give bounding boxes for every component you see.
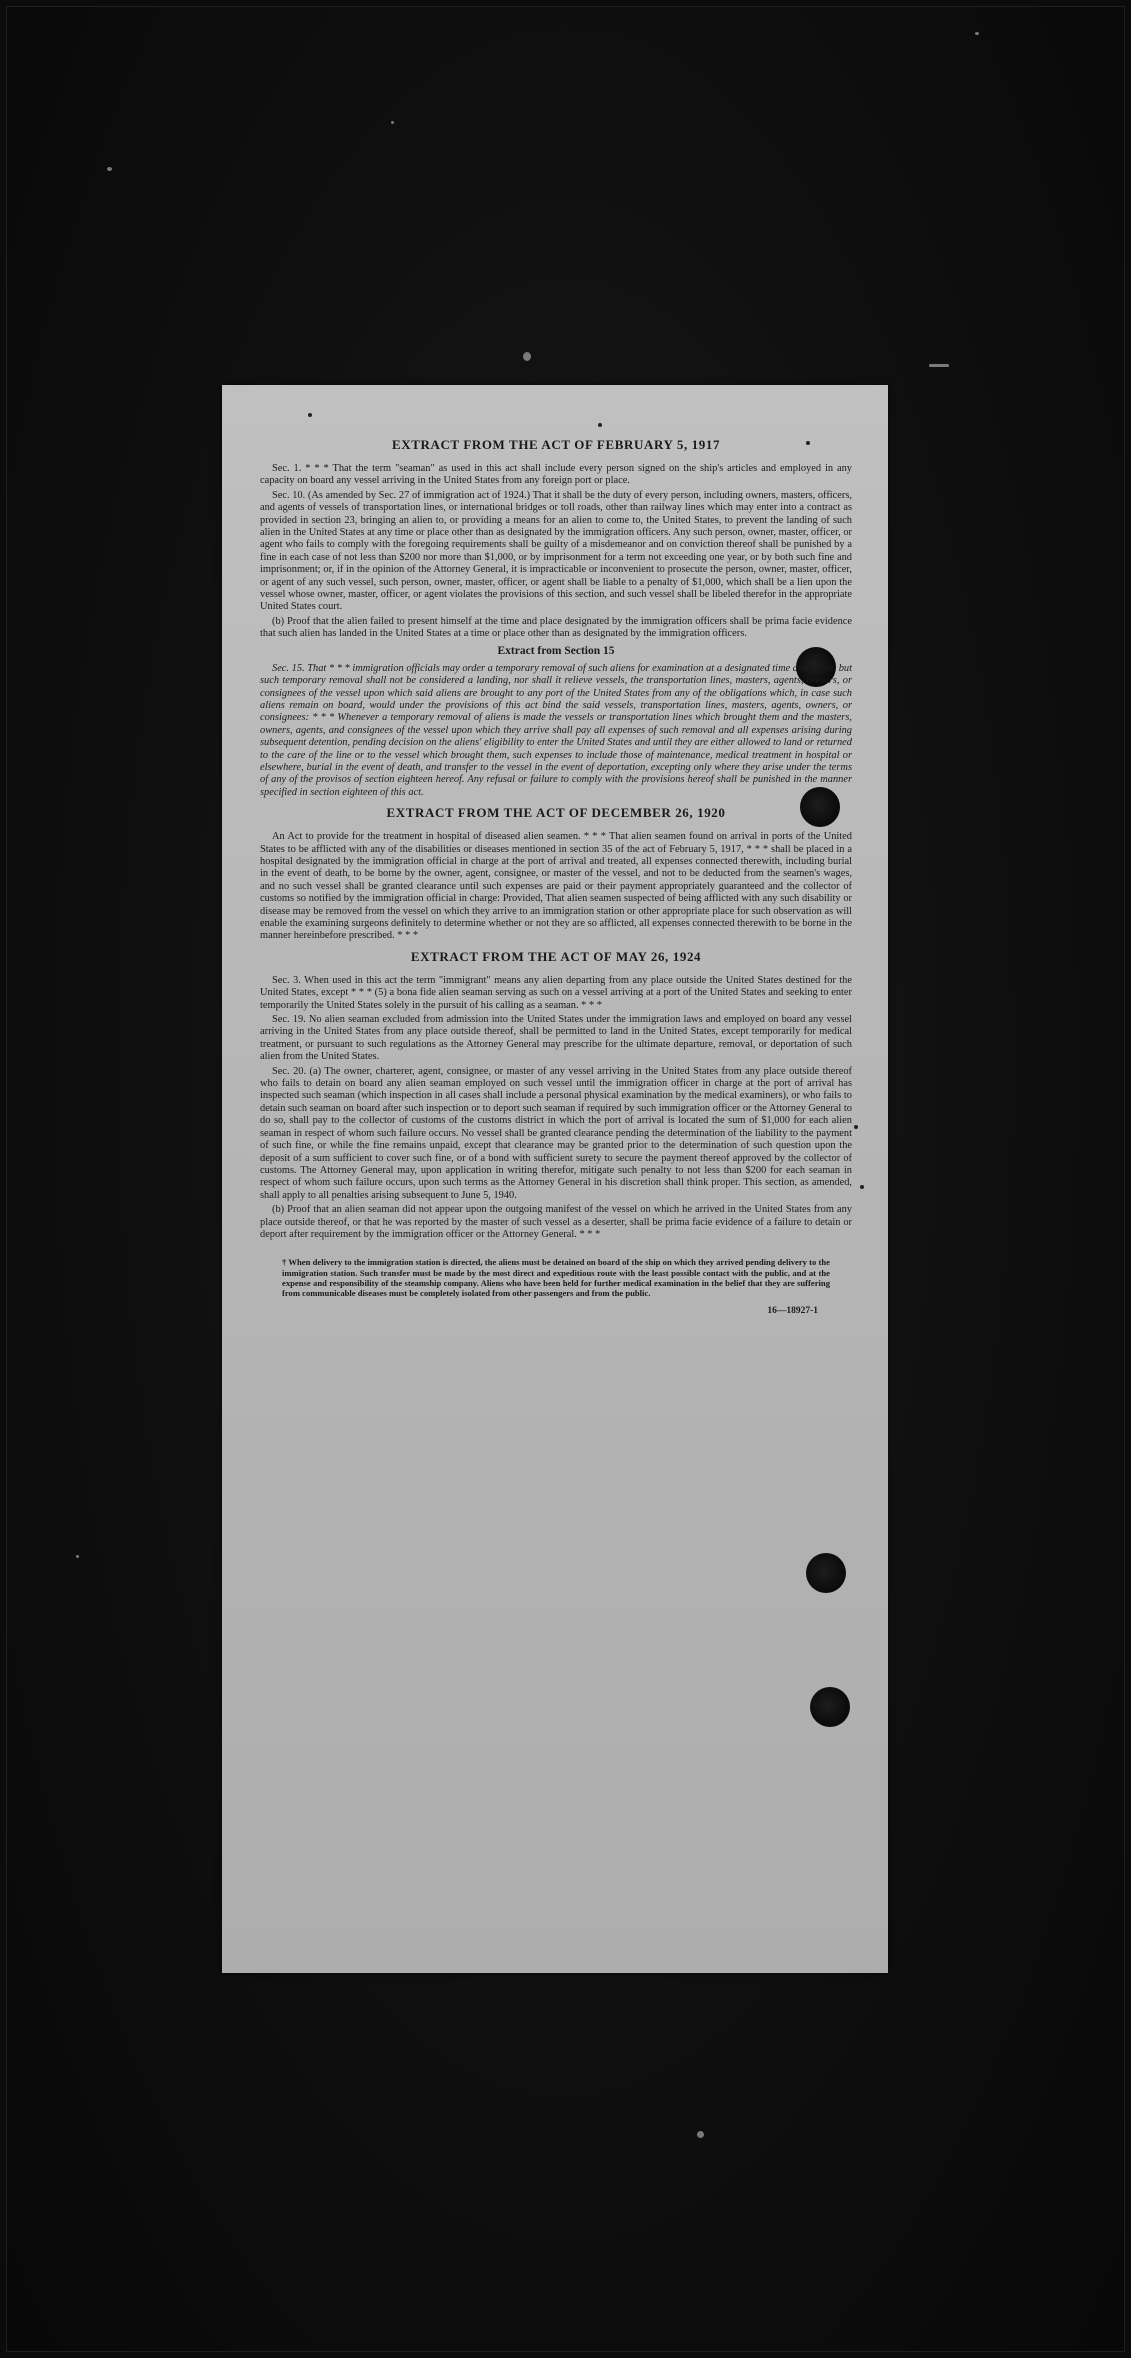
paragraph-1917-sec1: Sec. 1. * * * That the term "seaman" as used in this act shall include every person signed on the ship's articles and employed in any capacity on board any vessel arriving in the United States from any foreign port or place.: [260, 463, 852, 487]
binder-hole: [806, 1553, 846, 1593]
paragraph-1924-sec20: Sec. 20. (a) The owner, charterer, agent, consignee, or master of any vessel arriving in the United States from any place outside thereof who fails to detain on board any alien seaman employed on such vessel until the immigration officer in charge at the port of arrival has inspected such seaman (which inspection in all cases shall include a personal physical examination by the medical examiners), or who fails to detain such seaman on board after such inspection or to deport such seaman if required by such immigration officer or the Attorney General to do so, shall pay to the collector of customs of the customs district in which the port of arrival is located the sum of $1,000 for each alien seaman in respect of whom such failure occurs. No vessel shall be granted clearance pending the determination of the liability to the payment of such fine, or while the fine remains unpaid, except that clearance may be granted prior to the determination of such question upon the deposit of a sum sufficient to cover such fine, or of a bond with sufficient surety to secure the payment thereof approved by the collector of customs. The Attorney General may, upon application in writing therefor, mitigate such penalty to not less than $200 for each seaman in respect of whom such failure occurs, upon such terms as the Attorney General in his discretion shall think proper. This section, as amended, shall apply to all penalties arising subsequent to June 5, 1940.: [260, 1065, 852, 1201]
paper-mark: [598, 423, 602, 427]
paragraph-1924-sec19: Sec. 19. No alien seaman excluded from admission into the United States under the immigration laws and employed on board any vessel arriving in the United States from any place outside thereof, shall be permitted to land in the United States, except temporarily for medical treatment, or pursuant to such regulations as the Attorney General may prescribe for the ultimate departure, removal, or deportation of such alien from the United States.: [260, 1014, 852, 1063]
dust-speck: [975, 32, 979, 35]
paragraph-1920: An Act to provide for the treatment in hospital of diseased alien seamen. * * * That alien seamen found on arrival in ports of the United States to be afflicted with any of the disabilities or diseases mentioned in section 35 of the act of February 5, 1917, * * * shall be placed in a hospital designated by the immigration official in charge at the port of arrival and treated, all expenses connected therewith, including burial in the event of death, to be borne by the owner, agent, consignee, or master of the vessel, and not to be deducted from the seamen's wages, and no such vessel shall be granted clearance until such expenses are paid or their payment appropriately guaranteed and the collector of customs so notified by the immigration official in charge: Provided, That alien seamen suspected of being afflicted with any such disability or disease may be removed from the vessel on which they arrive to an immigration station or other appropriate place for such observation as will enable the examining surgeons definitely to determine whether or not they are so afflicted, all expenses connected therewith to be borne in the manner hereinbefore prescribed. * * *: [260, 831, 852, 942]
paragraph-1924-sec3: Sec. 3. When used in this act the term "immigrant" means any alien departing from any place outside the United States destined for the United States, except * * * (5) a bona fide alien seaman serving as such on a vessel arriving at a port of the United States and seeking to enter temporarily the United States solely in the pursuit of his calling as a seaman. * * *: [260, 974, 852, 1011]
dust-speck: [76, 1555, 79, 1558]
dust-speck: [107, 167, 112, 171]
paper-mark: [860, 1185, 864, 1189]
heading-act-1924: EXTRACT FROM THE ACT OF MAY 26, 1924: [410, 948, 702, 964]
dust-speck: [929, 364, 949, 367]
dust-speck: [391, 121, 394, 124]
form-number: 16—18927-1: [767, 1306, 818, 1317]
paragraph-1917-b: (b) Proof that the alien failed to present himself at the time and place designated by the immigration officers shall be prima facie evidence that such alien has landed in the United States at a time or place other than as designated by the immigration officers.: [260, 615, 852, 640]
paragraph-1924-b: (b) Proof that an alien seaman did not appear upon the outgoing manifest of the vessel on which he arrived in the United States from any place outside thereof, or that he was reported by the master of such vessel as a deserter, shall be prima facie evidence of a failure to detain or deport after requirement by the immigration officer or the Attorney General. * * *: [260, 1204, 852, 1240]
binder-hole: [810, 1687, 850, 1727]
footnote: † When delivery to the immigration station is directed, the aliens must be detained on board of the ship on which they arrived pending delivery to the immigration station. Such transfer must be made by the most direct and expeditious route with the least possible contact with the public, and at the expense and responsibility of the steamship company. Aliens who have been held for further medical examination in the belief that they are suffering from communicable diseases must be completely isolated from other passengers and from the public.: [282, 1257, 830, 1298]
document-text: [260, 437, 852, 1316]
document-page: [222, 385, 888, 1973]
dust-speck: [697, 2131, 704, 2138]
paper-mark: [854, 1125, 858, 1129]
heading-act-1920: EXTRACT FROM THE ACT OF DECEMBER 26, 1920: [386, 805, 726, 821]
paragraph-sec15: Sec. 15. That * * * immigration officials may order a temporary removal of such aliens for examination at a designated time and place, but such temporary removal shall not be considered a landing, nor shall it relieve vessels, the transportation lines, masters, agents, owners, or consignees of the vessel upon which said aliens are brought to any port of the United States from any of the obligations which, in case such aliens remain on board, would under the provisions of this act bind the said vessels, transportation lines, masters, agents, owners, or consignees: * * * Whenever a temporary removal of aliens is made the vessels or transportation lines which brought them and the masters, owners, agents, and consignees of the vessel upon which they arrive shall pay all expenses of such removal and all expenses arising during subsequent detention, pending decision on the aliens' eligibility to enter the United States and until they are either allowed to land or returned to the care of the line or to the vessel which brought them, such expenses to include those of maintenance, medical treatment in hospital or elsewhere, burial in the event of death, and transfer to the vessel in the event of deportation, excepting only where they arise under the terms of any of the provisos of section eighteen hereof. Any refusal or failure to comply with the provisions hereof shall be punished in the manner specified in section eighteen of this act.: [260, 662, 852, 798]
heading-section-15: Extract from Section 15: [497, 644, 615, 657]
paper-mark: [308, 413, 312, 417]
heading-act-1917: EXTRACT FROM THE ACT OF FEBRUARY 5, 1917: [391, 437, 721, 452]
paragraph-1917-sec10: Sec. 10. (As amended by Sec. 27 of immigration act of 1924.) That it shall be the duty of every person, including owners, masters, officers, and agents of vessels of transportation lines, or international bridges or toll roads, other than railway lines which may enter into a contract as provided in section 23, bringing an alien to, or providing a means for an alien to come to, the United States, to prevent the landing of such alien in the United States at any time or place other than as designated by the immigration officers. Any such person, owner, master, officer, or agent who fails to comply with the foregoing requirements shall be guilty of a misdemeanor and on conviction thereof shall be punished by a fine in each case of not less than $200 nor more than $1,000, or by imprisonment for a term not exceeding one year, or by both such fine and imprisonment; or, if in the opinion of the Attorney General, it is impracticable or inconvenient to prosecute the person, owner, master, officer, or agent of any such vessel, such person, owner, master, officer, or agent shall be liable to a penalty of $1,000, which shall be a lien upon the vessel whose owner, master, officer, or agent violates the provisions of this section, and such vessel shall be libeled therefor in the appropriate United States court.: [260, 489, 852, 613]
dust-speck: [523, 352, 531, 361]
